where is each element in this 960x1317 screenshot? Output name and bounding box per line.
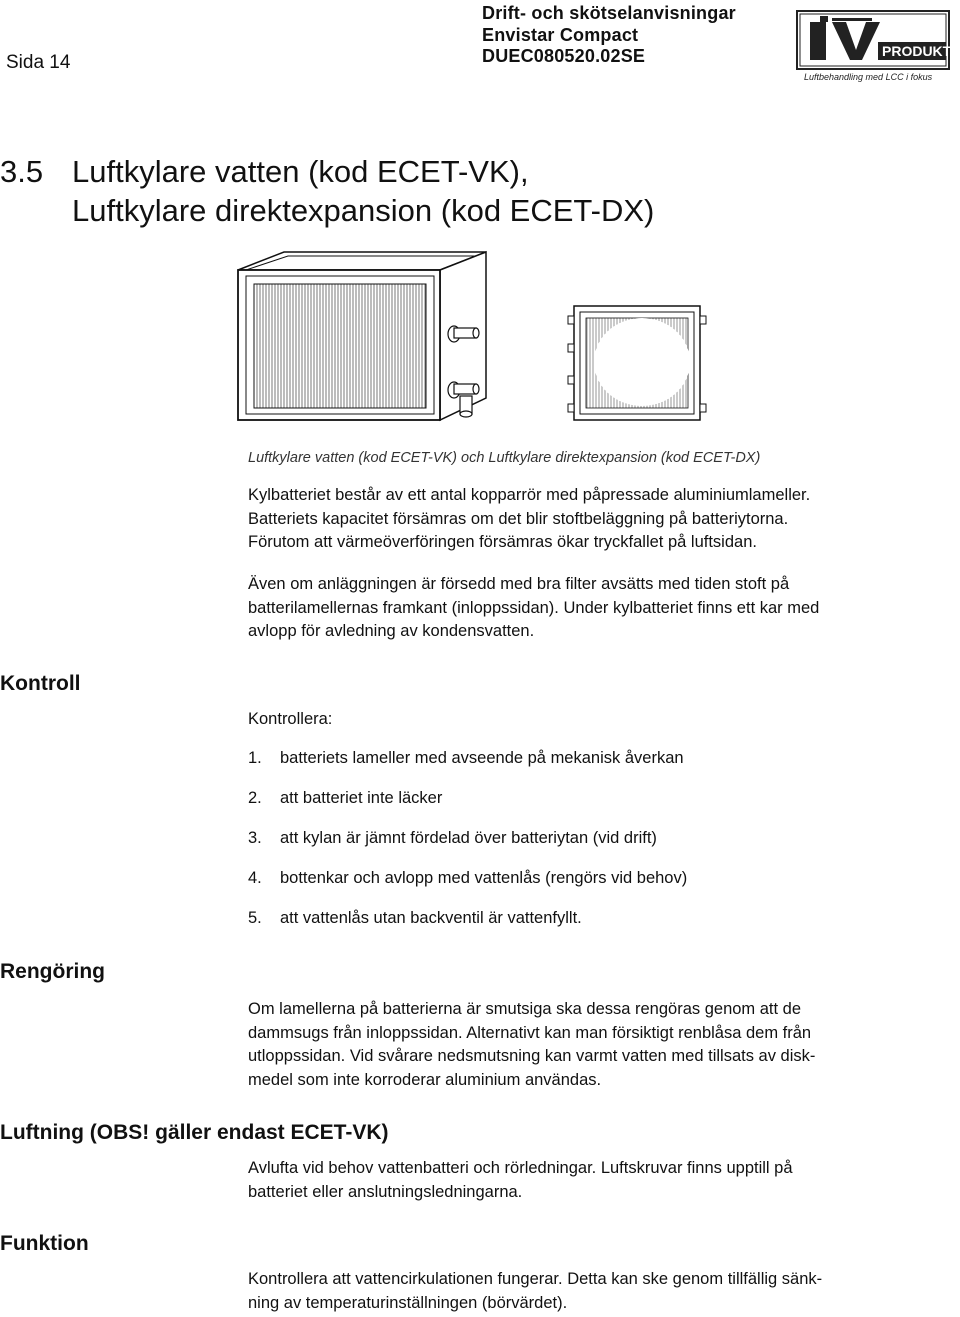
item-text: att kylan är jämnt fördelad över batteriytan (vid drift) [280,829,657,847]
list-item [248,908,687,948]
text-line: Batteriets kapacitet försämras om det blir stoftbeläggning på batteriytorna. [248,509,789,528]
product-name: Envistar Compact [482,25,639,45]
text-line: medel som inte korroderar aluminium användas. [248,1070,602,1089]
figure-caption: Luftkylare vatten (kod ECET-VK) och Luftkylare direktexpansion (kod ECET-DX) [248,450,761,466]
text-line: Kylbatteriet består av ett antal kopparrör med påpressade aluminiumlameller. [248,486,811,504]
funktion-heading: Funktion [0,1232,89,1255]
text-line: Förutom att värmeöverföringen försämras ökar tryckfallet på luftsidan. [248,533,757,551]
item-number: 4. [248,869,262,887]
kontroll-heading: Kontroll [0,672,81,695]
text-line: avlopp för avledning av kondensvatten. [248,622,535,640]
section-title-line2: Luftkylare direktexpansion (kod ECET-DX) [72,193,655,228]
funktion-paragraph [248,1268,948,1315]
text-line: dammsugs från inloppssidan. Alternativt kan man försiktigt renblåsa dem från [248,1023,812,1042]
luftning-paragraph [248,1157,948,1204]
svg-text:Luftbehandling med LCC i fokus: Luftbehandling med LCC i fokus [804,72,933,82]
item-text: batteriets lameller med avseende på mekanisk åverkan [280,749,684,767]
text-line: batterilamellernas framkant (inloppssidan). Under kylbatteriet finns ett kar med [248,598,820,617]
doc-code: DUEC080520.02SE [482,46,646,66]
rengoring-paragraph [248,998,948,1092]
intro-paragraph-1 [248,484,948,555]
list-item [248,868,687,908]
section-title-line1: Luftkylare vatten (kod ECET-VK), [72,154,529,189]
item-number: 2. [248,789,262,807]
text-line: ning av temperaturinställningen (börvärdet). [248,1293,568,1312]
list-item [248,788,687,828]
item-number: 1. [248,749,262,767]
section-heading [0,152,654,230]
text-line: batteriet eller anslutningsledningarna. [248,1182,523,1201]
kontroll-checklist [248,748,687,948]
text-line: Kontrollera att vattencirkulationen fungerar. Detta kan ske genom tillfällig sänk- [248,1270,823,1288]
text-line: Även om anläggningen är försedd med bra filter avsätts med tiden stoft på [248,575,790,593]
item-text: att batteriet inte läcker [280,789,443,807]
text-line: Om lamellerna på batterierna är smutsiga ska dessa rengöras genom att de [248,1000,802,1018]
page-number: Sida 14 [6,52,71,73]
intro-paragraph-2 [248,573,948,644]
air-cooler-perspective-illustration [232,248,492,433]
air-cooler-front-view-illustration [562,300,712,433]
luftning-heading: Luftning (OBS! gäller endast ECET-VK) [0,1121,389,1144]
rengoring-heading: Rengöring [0,960,105,983]
kontroll-label: Kontrollera: [248,710,333,728]
item-text: bottenkar och avlopp med vattenlås (rengörs vid behov) [280,869,688,887]
item-number: 5. [248,909,262,927]
text-line: Avlufta vid behov vattenbatteri och rörledningar. Luftskruvar finns upptill på [248,1159,793,1177]
text-line: utloppssidan. Vid svårare nedsmutsning kan varmt vatten med tillsats av disk- [248,1047,816,1065]
doc-title: Drift- och skötselanvisningar [482,3,736,23]
section-number: 3.5 [0,154,44,189]
list-item [248,828,687,868]
iv-produkt-logo [796,10,950,84]
item-text: att vattenlås utan backventil är vattenfyllt. [280,909,582,927]
list-item [248,748,687,788]
svg-text:PRODUKT: PRODUKT [882,43,950,59]
item-number: 3. [248,829,262,847]
